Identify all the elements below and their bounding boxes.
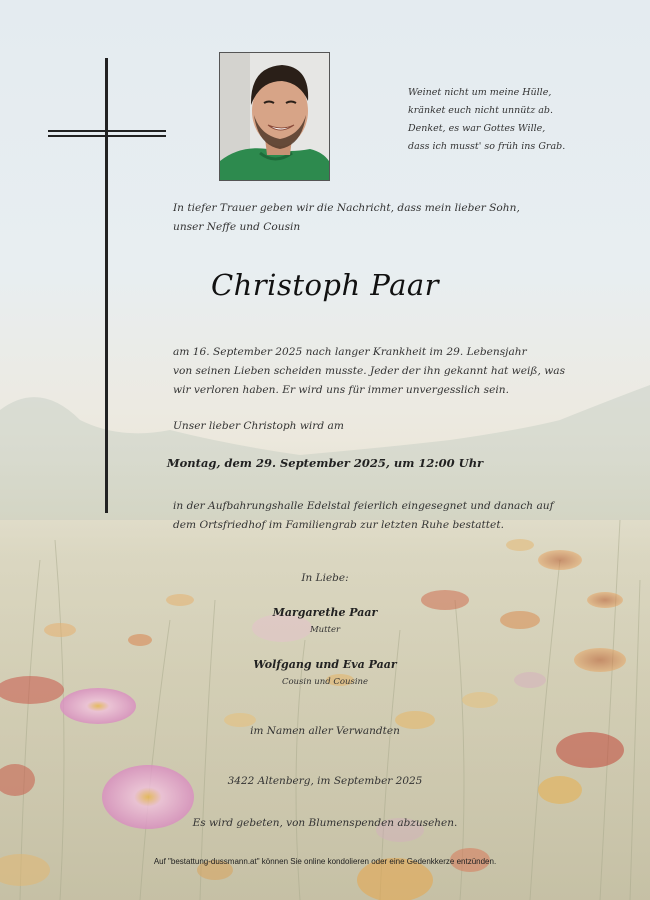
footer-note: Auf "bestattung-dussmann.at" können Sie online kondolieren oder eine Gedenkkerze entzünden. <box>153 857 497 866</box>
in-love-label: In Liebe: <box>301 572 349 584</box>
place-line: dem Ortsfriedhof im Familiengrab zur letzten Ruhe bestattet. <box>173 519 504 531</box>
portrait-photo <box>219 52 330 181</box>
flower-request: Es wird gebeten, von Blumenspenden abzusehen. <box>192 817 458 829</box>
verse-line: kränket euch nicht unnütz ab. <box>408 105 554 116</box>
place-date: 3422 Altenberg, im September 2025 <box>227 775 423 787</box>
mourner-name: Wolfgang und Eva Paar <box>253 658 397 671</box>
deceased-name: Christoph Paar <box>210 268 440 302</box>
verse-line: Denket, es war Gottes Wille, <box>408 123 546 134</box>
intro-text <box>173 199 520 237</box>
intro-line: In tiefer Trauer geben wir die Nachricht, dass mein lieber Sohn, <box>173 202 520 214</box>
death-notice <box>173 343 565 400</box>
funeral-date: Montag, dem 29. September 2025, um 12:00 Uhr <box>166 456 484 470</box>
intro-line: unser Neffe und Cousin <box>173 221 301 233</box>
funeral-intro: Unser lieber Christoph wird am <box>173 420 344 432</box>
verse-line: Weinet nicht um meine Hülle, <box>408 87 552 98</box>
notice-line: von seinen Lieben scheiden musste. Jeder der ihn gekannt hat weiß, was <box>173 365 566 377</box>
relatives-line: im Namen aller Verwandten <box>250 725 400 737</box>
notice-line: am 16. September 2025 nach langer Krankheit im 29. Lebensjahr <box>173 346 527 358</box>
funeral-place <box>173 497 554 535</box>
mourner-name: Margarethe Paar <box>272 606 378 619</box>
cross-horizontal-bar <box>48 130 166 132</box>
verse-line: dass ich musst' so früh ins Grab. <box>408 141 566 152</box>
cross-horizontal-bar <box>48 135 166 137</box>
notice-line: wir verloren haben. Er wird uns für immer unvergesslich sein. <box>173 384 509 396</box>
place-line: in der Aufbahrungshalle Edelstal feierlich eingesegnet und danach auf <box>173 500 554 512</box>
memorial-verse <box>408 84 565 156</box>
mourner-relation: Cousin und Cousine <box>281 677 369 687</box>
mourner-relation: Mutter <box>309 625 341 635</box>
